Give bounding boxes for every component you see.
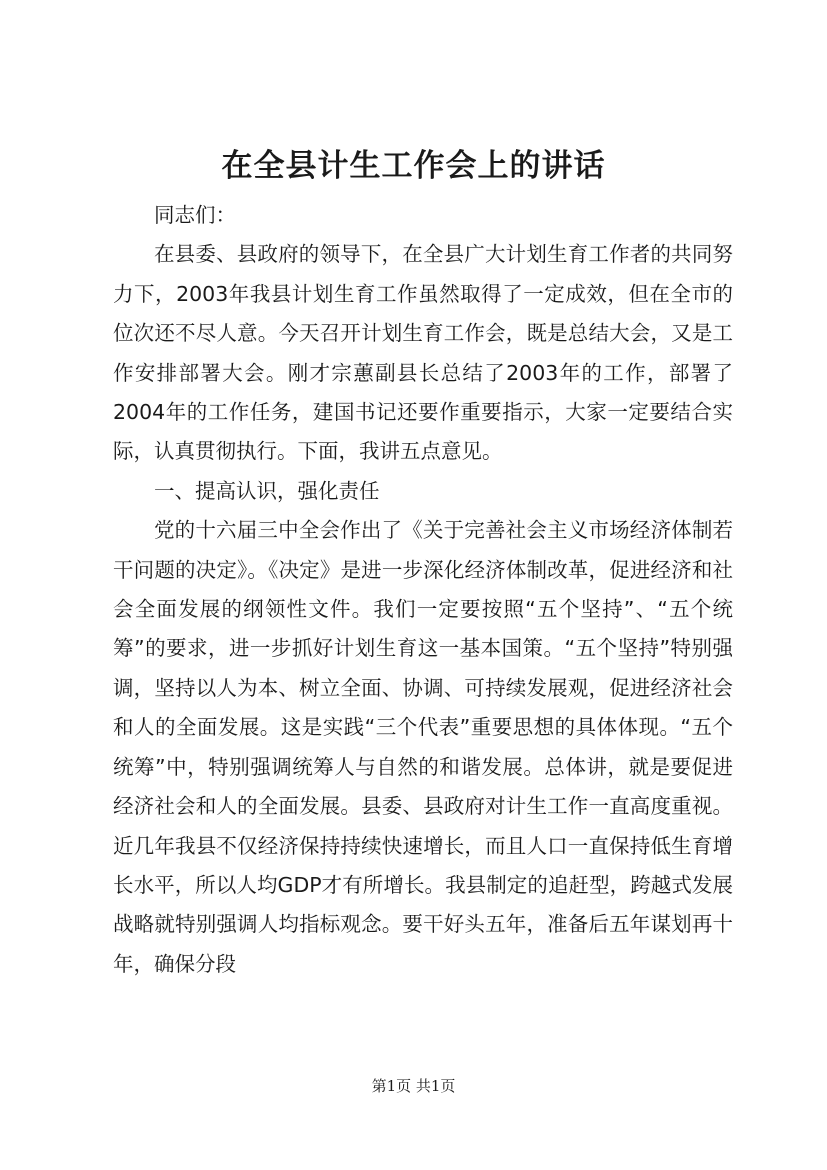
document-body — [113, 196, 733, 984]
intro-paragraph: 在县委、县政府的领导下，在全县广大计划生育工作者的共同努力下，2003年我县计划生育工作虽然取得了一定成效，但在全市的位次还不尽人意。今天召开计划生育工作会，既是总结大会，又是工作安排部署大会。刚才宗蕙副县长总结了2003年的工作，部署了2004年的工作任务，建国书记还要作重要指示，大家一定要结合实际，认真贯彻执行。下面，我讲五点意见。 — [113, 242, 733, 464]
section-heading: 一、提高认识，强化责任 — [154, 478, 380, 503]
body-paragraph: 党的十六届三中全会作出了《关于完善社会主义市场经济体制若干问题的决定》。《决定》是进一步深化经济体制改革，促进经济和社会全面发展的纲领性文件。我们一定要按照“五个坚持”、“五个统筹”的要求，进一步抓好计划生育这一基本国策。“五个坚持”特别强调，坚持以人为本、树立全面、协调、可持续发展观，促进经济社会和人的全面发展。这是实践“三个代表”重要思想的具体体现。“五个统筹”中，特别强调统筹人与自然的和谐发展。总体讲，就是要促进经济社会和人的全面发展。县委、县政府对计生工作一直高度重视。近几年我县不仅经济保持持续快速增长，而且人口一直保持低生育增长水平，所以人均GDP才有所增长。我县制定的追赶型，跨越式发展战略就特别强调人均指标观念。要干好头五年，准备后五年谋划再十年，确保分段 — [113, 518, 733, 976]
salutation-paragraph: 同志们： — [154, 203, 236, 227]
document-title: 在全县计生工作会上的讲话 — [221, 148, 606, 184]
page-footer: 第1页 共1页 — [371, 1077, 456, 1095]
